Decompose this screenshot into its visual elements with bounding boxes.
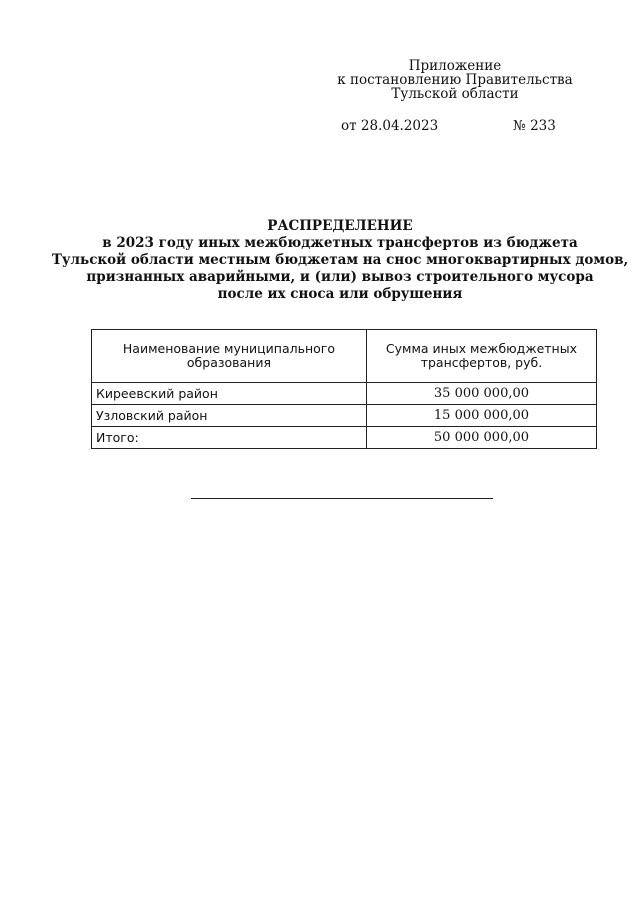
title-line-5: после их сноса или обрушения (217, 286, 463, 302)
municipality-name: Узловский район (92, 405, 367, 427)
column-header-name-line-2: образования (186, 355, 271, 370)
end-divider (191, 498, 493, 499)
title-line-3: Тульской области местным бюджетам на снос многоквартирных домов, (51, 252, 629, 268)
municipality-name: Киреевский район (92, 383, 367, 405)
appendix-line-2: к постановлению Правительства (337, 72, 573, 88)
appendix-line-1: Приложение (408, 58, 502, 74)
transfer-amount: 15 000 000,00 (366, 405, 596, 427)
total-label: Итого: (92, 427, 367, 449)
title-line-2: в 2023 году иных межбюджетных трансфертов из бюджета (102, 235, 578, 251)
appendix-header (320, 59, 590, 101)
column-header-name-line-1: Наименование муниципального (122, 341, 335, 356)
title-line-1: РАСПРЕДЕЛЕНИЕ (267, 218, 413, 234)
column-header-name (92, 330, 367, 383)
table-row (92, 383, 597, 405)
resolution-number: № 233 (513, 118, 556, 134)
appendix-line-3: Тульской области (391, 86, 519, 102)
column-header-sum-line-1: Сумма иных межбюджетных (385, 341, 577, 356)
document-title (40, 218, 640, 303)
table-total-row (92, 427, 597, 449)
column-header-sum (366, 330, 596, 383)
title-line-4: признанных аварийными, и (или) вывоз строительного мусора (86, 269, 594, 285)
column-header-sum-line-2: трансфертов, руб. (420, 355, 543, 370)
total-amount: 50 000 000,00 (366, 427, 596, 449)
table-header-row (92, 330, 597, 383)
distribution-table (91, 329, 597, 449)
resolution-date: от 28.04.2023 (341, 118, 439, 134)
transfer-amount: 35 000 000,00 (366, 383, 596, 405)
table-row (92, 405, 597, 427)
